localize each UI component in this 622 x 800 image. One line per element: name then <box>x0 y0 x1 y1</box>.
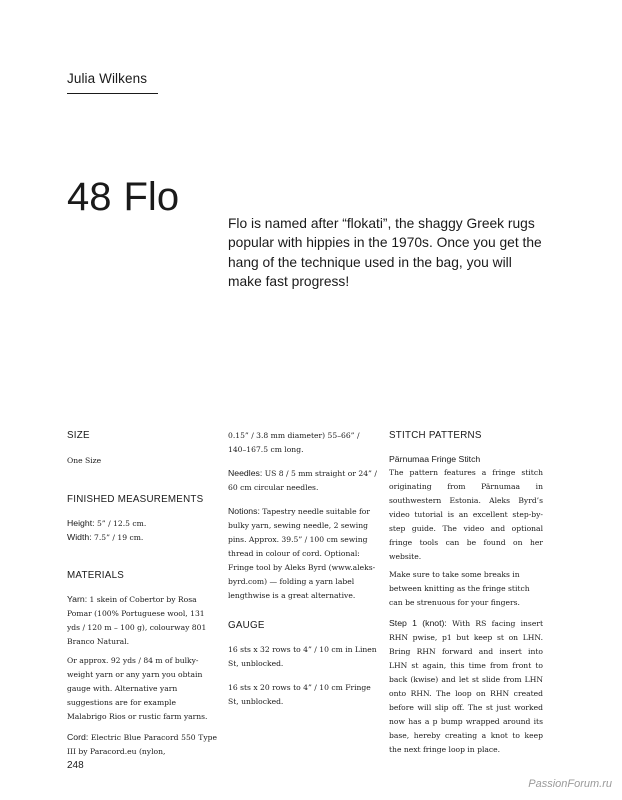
pattern-name: Flo <box>123 174 180 219</box>
step1-paragraph <box>389 616 543 757</box>
breaks-paragraph: Make sure to take some breaks in between knitting as the fringe stitch can be strenuous for your fingers. <box>389 570 530 607</box>
yarn-label: Yarn: <box>67 594 88 604</box>
size-heading: SIZE <box>67 430 90 441</box>
width-line <box>67 530 217 545</box>
cord-label: Cord: <box>67 732 89 742</box>
pattern-number: 48 <box>67 174 112 219</box>
materials-heading: MATERIALS <box>67 570 125 581</box>
intro-paragraph: Flo is named after “flokati”, the shaggy Greek rugs popular with hippies in the 1970s. Once you get the hang of the technique used in the bag, you will make fast progress! <box>228 216 542 290</box>
yarn-text: 1 skein of Cobertor by Rosa Pomar (100% Portuguese wool, 131 yds / 120 m – 100 g), colourway 801 Branco Natural. <box>67 595 207 646</box>
gauge-heading: GAUGE <box>228 620 265 631</box>
author-underline <box>67 93 158 94</box>
step1-text: With RS facing insert RHN pwise, p1 but keep st on LHN. Bring RHN forward and insert into LHN st again, this time from front to back (kwise) and let st slide from LHN onto RHN. The loop on RHN created before will slip off. The st just worked now has a p bump wrapped around its base, hereby creating a knot to keep the next fringe loop in place. <box>389 619 543 754</box>
alt-yarn-paragraph: Or approx. 92 yds / 84 m of bulky-weight yarn or any yarn you obtain gauge with. Alternative yarn suggestions are for example Malabrigo Rios or rustic farm yarns. <box>67 656 208 721</box>
notions-paragraph <box>228 504 378 603</box>
watermark: PassionForum.ru <box>528 778 612 790</box>
notions-label: Notions: <box>228 506 260 516</box>
cord-continued: 0.15” / 3.8 mm diameter) 55–66” / 140–167.5 cm long. <box>228 431 360 454</box>
pattern-title <box>67 174 180 219</box>
cord-text: Electric Blue Paracord 550 Type III by Paracord.eu (nylon, <box>67 733 217 756</box>
stitch-patterns-heading: STITCH PATTERNS <box>389 430 482 441</box>
fringe-intro-paragraph: The pattern features a fringe stitch originating from Pärnumaa in southwestern Estonia. Aleks Byrd’s video tutorial is an excellent step-by-step guide. The video and optional fringe tools can be found on her website. <box>389 468 543 561</box>
step1-label: Step 1 (knot): <box>389 618 447 628</box>
size-value: One Size <box>67 456 102 465</box>
height-line <box>67 516 217 531</box>
yarn-paragraph <box>67 592 217 649</box>
gauge-linen: 16 sts x 32 rows to 4” / 10 cm in Linen St, unblocked. <box>228 645 377 668</box>
needles-label: Needles: <box>228 468 263 478</box>
width-value: 7.5” / 19 cm. <box>91 533 144 542</box>
cord-paragraph <box>67 730 217 759</box>
page-number: 248 <box>67 760 84 771</box>
height-label: Height: <box>67 518 95 528</box>
gauge-fringe: 16 sts x 20 rows to 4” / 10 cm Fringe St, unblocked. <box>228 683 371 706</box>
height-value: 5” / 12.5 cm. <box>94 519 147 528</box>
finished-heading: FINISHED MEASUREMENTS <box>67 494 204 505</box>
needles-paragraph <box>228 466 378 495</box>
notions-text: Tapestry needle suitable for bulky yarn, sewing needle, 2 sewing pins. Approx. 39.5” / 100 cm sewing thread in colour of cord. Optional: Fringe tool by Aleks Byrd (www.aleks-byrd.com) — folding a yarn label lengthwise is a great alternative. <box>228 507 376 600</box>
width-label: Width: <box>67 532 92 542</box>
author-name: Julia Wilkens <box>67 71 148 86</box>
needles-text: US 8 / 5 mm straight or 24” / 60 cm circular needles. <box>228 469 377 492</box>
fringe-stitch-subheading: Pärnumaa Fringe Stitch <box>389 454 481 464</box>
